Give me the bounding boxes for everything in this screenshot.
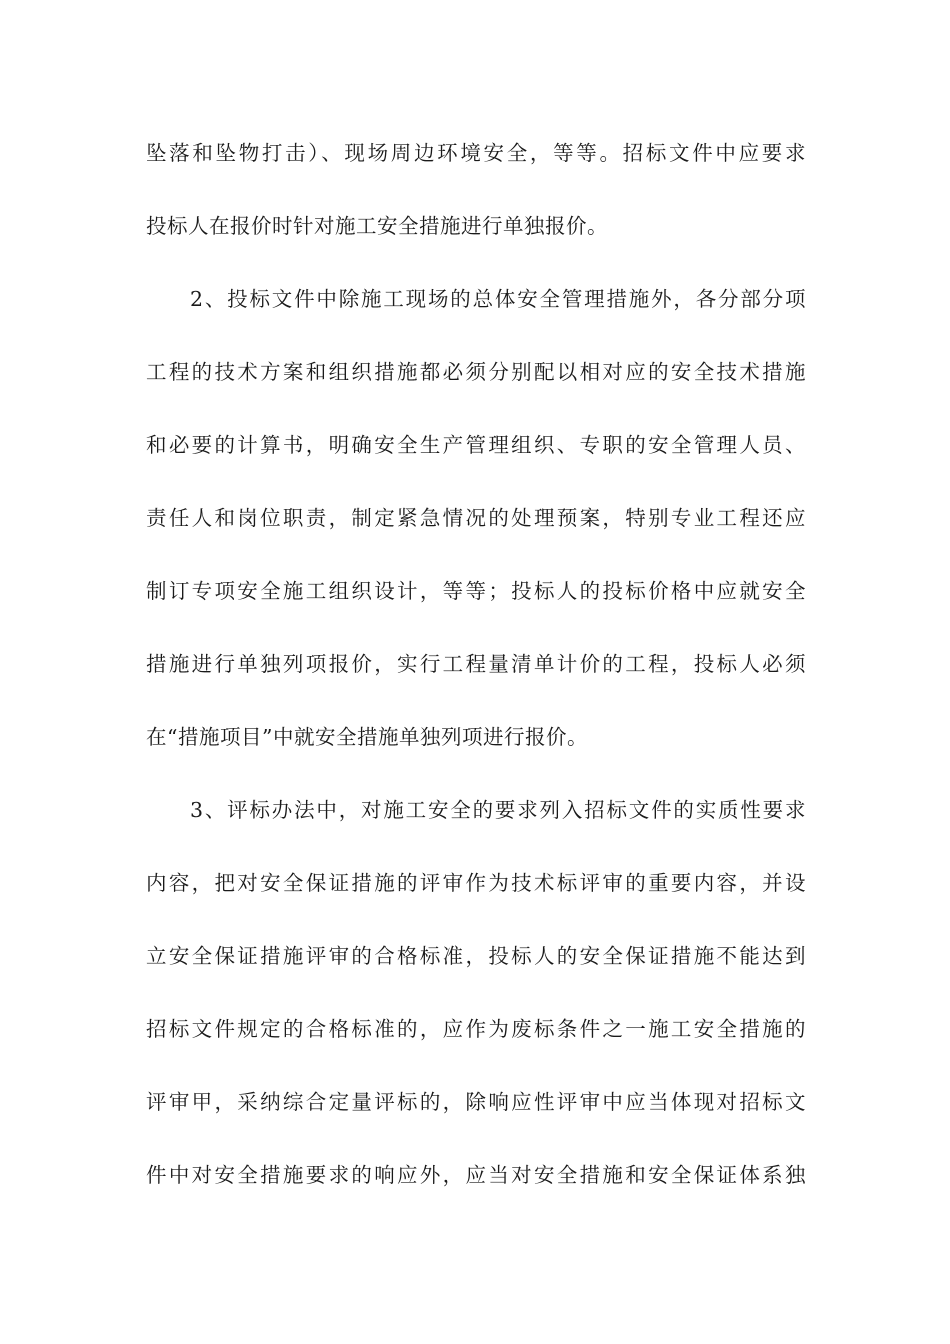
text-line-12: 立安全保证措施评审的合格标准，投标人的安全保证措施不能达到 bbox=[146, 944, 806, 968]
text-line-6: 责任人和岗位职责，制定紧急情况的处理预案，特别专业工程还应 bbox=[146, 506, 806, 530]
text-line-8: 措施进行单独列项报价，实行工程量清单计价的工程，投标人必须 bbox=[146, 652, 806, 676]
text-line-14: 评审甲，采纳综合定量评标的，除响应性评审中应当体现对招标文 bbox=[146, 1090, 806, 1114]
text-line-4: 工程的技术方案和组织措施都必须分别配以相对应的安全技术措施 bbox=[146, 360, 806, 384]
text-line-9: 在“措施项目”中就安全措施单独列项进行报价。 bbox=[146, 725, 588, 749]
text-line-13: 招标文件规定的合格标准的，应作为废标条件之一施工安全措施的 bbox=[146, 1017, 806, 1041]
text-line-11: 内容，把对安全保证措施的评审作为技术标评审的重要内容，并设 bbox=[146, 871, 806, 895]
text-line-3: 2、投标文件中除施工现场的总体安全管理措施外，各分部分项 bbox=[190, 287, 806, 311]
text-line-5: 和必要的计算书，明确安全生产管理组织、专职的安全管理人员、 bbox=[146, 433, 806, 457]
text-line-2: 投标人在报价时针对施工安全措施进行单独报价。 bbox=[146, 214, 608, 238]
text-line-1: 坠落和坠物打击）、现场周边环境安全，等等。招标文件中应要求 bbox=[146, 141, 806, 165]
text-line-7: 制订专项安全施工组织设计，等等；投标人的投标价格中应就安全 bbox=[146, 579, 806, 603]
text-line-10: 3、评标办法中，对施工安全的要求列入招标文件的实质性要求 bbox=[190, 798, 806, 822]
text-line-15: 件中对安全措施要求的响应外，应当对安全措施和安全保证体系独 bbox=[146, 1163, 806, 1187]
